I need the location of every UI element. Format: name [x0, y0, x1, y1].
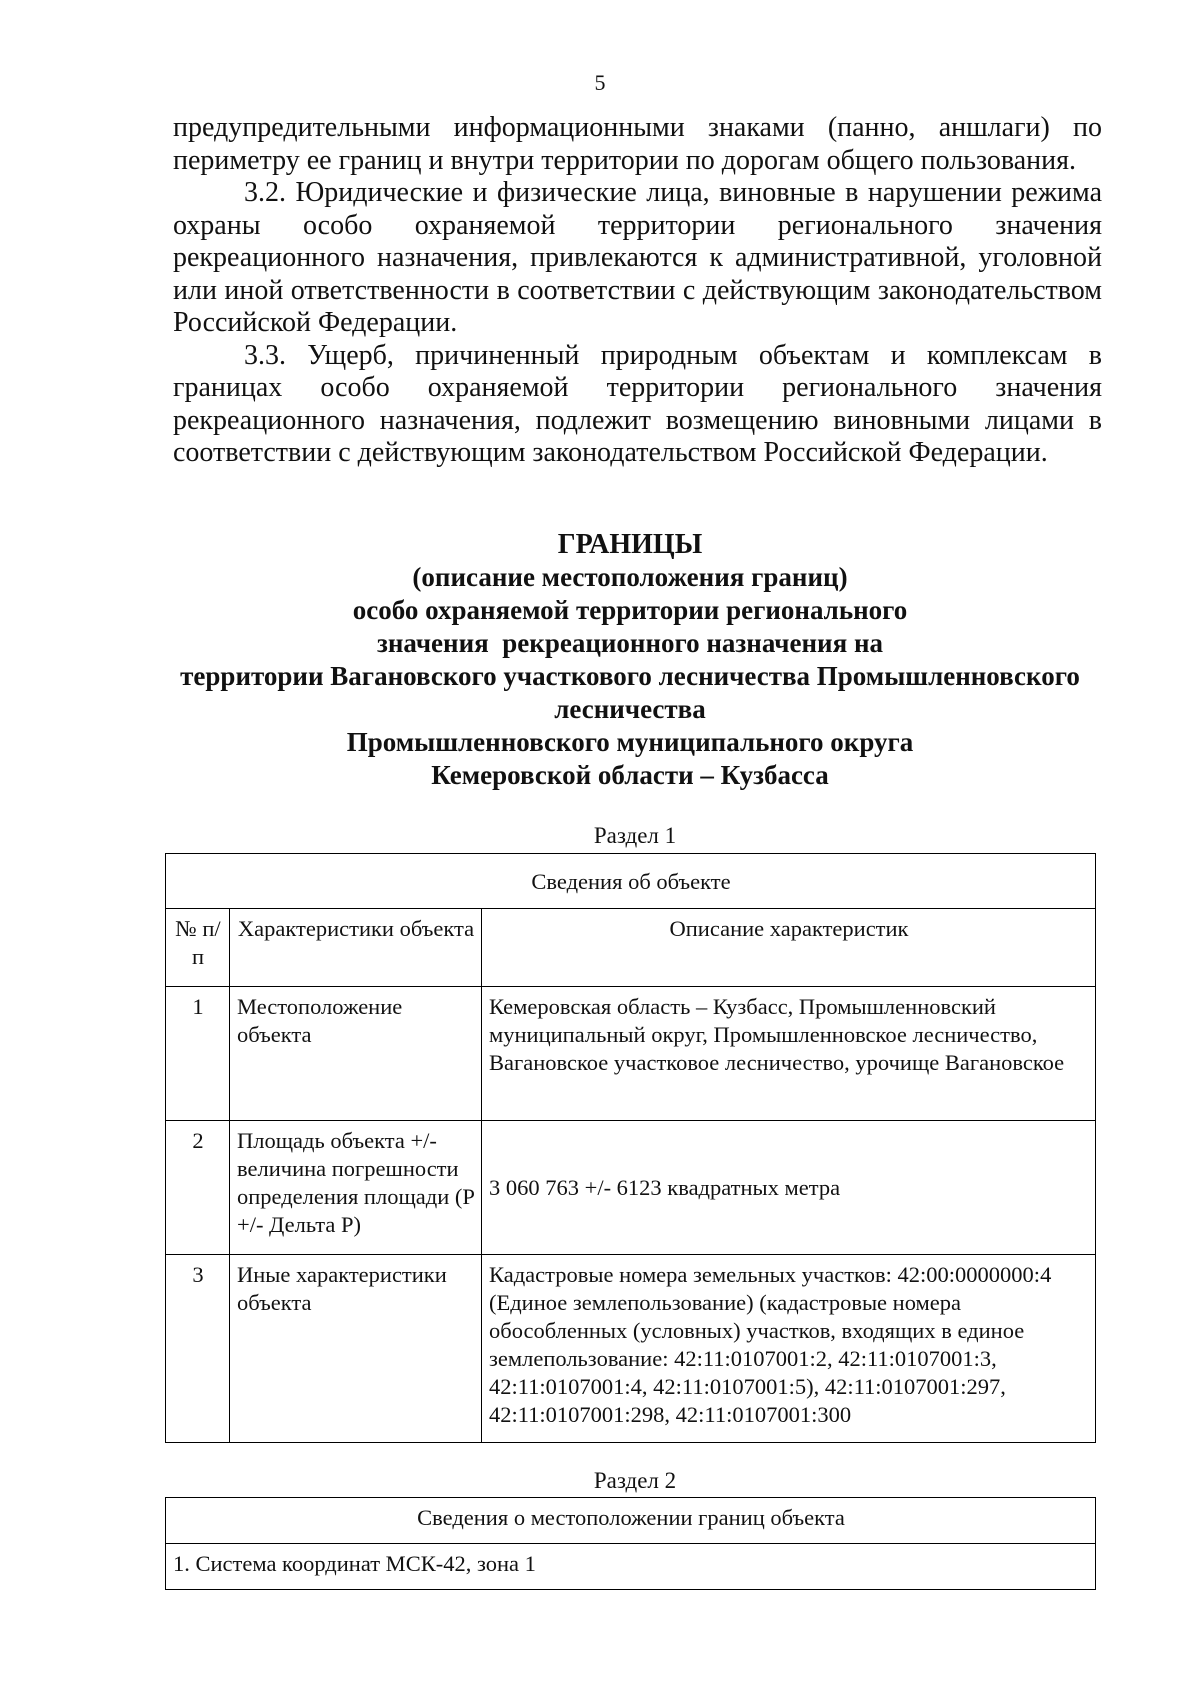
title-line-1: ГРАНИЦЫ — [557, 529, 703, 560]
section-1-header: Сведения об объекте — [166, 854, 1096, 909]
row-characteristic: Иные характеристики объекта — [230, 1255, 482, 1443]
row-description: Кемеровская область – Кузбасс, Промышленновский муниципальный округ, Промышленновское лесничество, Вагановское участковое лесничество, урочище Вагановское — [482, 987, 1096, 1121]
section-1-table — [165, 853, 1096, 1443]
body-text — [173, 112, 1102, 470]
document-title — [140, 528, 1120, 792]
table-row — [166, 1121, 1096, 1255]
row-number: 1 — [166, 987, 230, 1121]
title-line-3: особо охраняемой территории регионального — [352, 595, 908, 625]
table-row — [166, 987, 1096, 1121]
row-characteristic: Площадь объекта +/- величина погрешности определения площади (Р +/- Дельта Р) — [230, 1121, 482, 1255]
section-2-label: Раздел 2 — [593, 1468, 677, 1493]
title-line-6: лесничества — [554, 694, 706, 724]
table-row — [166, 1544, 1096, 1590]
row-number: 2 — [166, 1121, 230, 1255]
row-number: 3 — [166, 1255, 230, 1443]
row-description: 3 060 763 +/- 6123 квадратных метра — [482, 1121, 1096, 1255]
col-header-characteristics: Характеристики объекта — [230, 909, 482, 987]
section-1-label: Раздел 1 — [593, 823, 677, 848]
table-row — [166, 1255, 1096, 1443]
section-2-table — [165, 1497, 1096, 1590]
paragraph-3-2: 3.2. Юридические и физические лица, виновные в нарушении режима охраны особо охраняемой территории регионального значения рекреационного назначения, привлекаются к административной, уголовной или иной ответственности в соответствии с действующим законодательством Российской Федерации. — [173, 177, 1102, 338]
paragraph-continuation: предупредительными информационными знаками (панно, аншлаги) по периметру ее границ и внутри территории по дорогам общего пользования. — [173, 112, 1102, 176]
title-line-8: Кемеровской области – Кузбасса — [431, 760, 829, 790]
col-header-number: № п/п — [166, 909, 230, 987]
title-line-4: значения рекреационного назначения на — [377, 628, 883, 658]
coordinate-system-row: 1. Система координат МСК-42, зона 1 — [166, 1544, 1096, 1590]
paragraph-3-3: 3.3. Ущерб, причиненный природным объектам и комплексам в границах особо охраняемой территории регионального значения рекреационного назначения, подлежит возмещению виновными лицами в соответствии с действующим законодательством Российской Федерации. — [173, 339, 1102, 468]
col-header-description: Описание характеристик — [482, 909, 1096, 987]
page-number: 5 — [594, 70, 606, 95]
section-2-header: Сведения о местоположении границ объекта — [166, 1498, 1096, 1544]
title-line-5: территории Вагановского участкового лесничества Промышленновского — [180, 661, 1080, 691]
row-characteristic: Местоположение объекта — [230, 987, 482, 1121]
title-line-2: (описание местоположения границ) — [412, 562, 848, 592]
title-line-7: Промышленновского муниципального округа — [346, 727, 914, 757]
row-description: Кадастровые номера земельных участков: 42:00:0000000:4 (Единое землепользование) (кадастровые номера обособленных (условных) участков, входящих в единое землепользование: 42:11:0107001:2, 42:11:0107001:3, 42:11:0107001:4, 42:11:0107001:5), 42:11:0107001:297, 42:11:0107001:298, 42:11:0107001:300 — [482, 1255, 1096, 1443]
